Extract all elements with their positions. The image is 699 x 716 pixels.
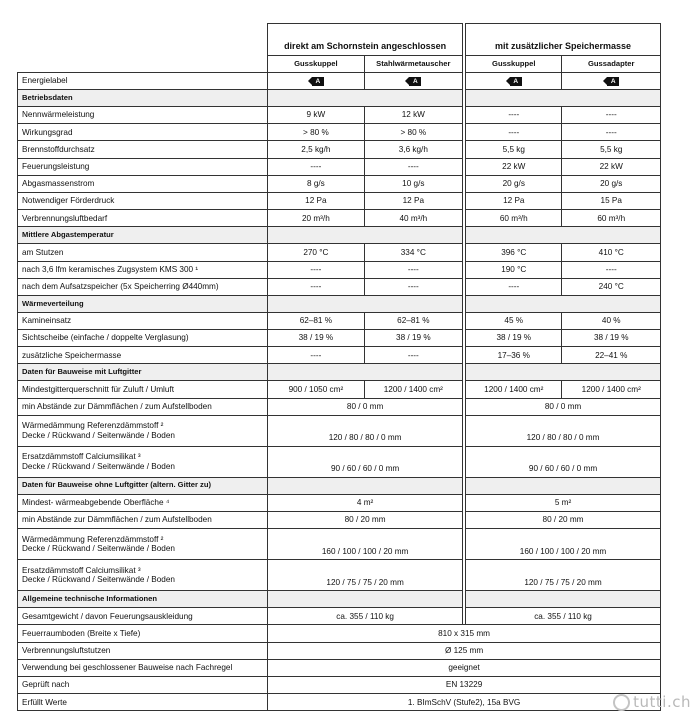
section-title: Daten für Bauweise mit Luftgitter [18, 364, 268, 381]
group-header-1: direkt am Schornstein angeschlossen [268, 24, 463, 56]
row-value: EN 13229 [268, 676, 661, 693]
row-value: ---- [364, 347, 462, 364]
section-title: Betriebsdaten [18, 90, 268, 107]
row-label: Brennstoffdurchsatz [18, 141, 268, 158]
row-value: 2,5 kg/h [268, 141, 364, 158]
section-fill [268, 227, 463, 244]
row-label-line: Ersatzdämmstoff Calciumsilikat ³ [22, 452, 141, 462]
row-label: Notwendiger Förderdruck [18, 192, 268, 209]
data-row-merged [18, 494, 661, 511]
row-value: 12 Pa [364, 192, 462, 209]
row-value: 20 m³/h [268, 210, 364, 227]
data-row [18, 192, 661, 209]
energy-badge-cell [466, 73, 562, 90]
row-value: ---- [466, 278, 562, 295]
section-header-allg [18, 591, 661, 608]
row-value: 190 °C [466, 261, 562, 278]
row-value: 20 g/s [466, 175, 562, 192]
watermark-text: tutti.ch [633, 693, 691, 711]
row-value: 120 / 80 / 80 / 0 mm [466, 415, 661, 446]
row-value: ---- [364, 278, 462, 295]
row-label-line: Ersatzdämmstoff Calciumsilikat ³ [22, 565, 141, 575]
data-row [18, 141, 661, 158]
row-value: 1200 / 1400 cm² [364, 381, 462, 398]
data-row [18, 312, 661, 329]
row-value: 38 / 19 % [268, 330, 364, 347]
row-label: Mindestgitterquerschnitt für Zuluft / Umluft [18, 381, 268, 398]
row-label-line: Decke / Rückwand / Seitenwände / Boden [22, 430, 175, 440]
row-value: 38 / 19 % [562, 330, 661, 347]
row-label: Feuerungsleistung [18, 158, 268, 175]
section-header-betrieb [18, 90, 661, 107]
section-fill [466, 90, 661, 107]
section-fill [268, 295, 463, 312]
column-header: Stahlwärmetauscher [364, 56, 462, 73]
energy-class-badge [506, 77, 522, 86]
energy-badge-cell [268, 73, 364, 90]
badge-letter: A [607, 77, 619, 86]
energy-class-badge [308, 77, 324, 86]
row-value: 80 / 20 mm [466, 512, 661, 529]
row-value: 40 m³/h [364, 210, 462, 227]
row-label: zusätzliche Speichermasse [18, 347, 268, 364]
row-value: 22 kW [466, 158, 562, 175]
row-value: 1200 / 1400 cm² [466, 381, 562, 398]
row-value: 90 / 60 / 60 / 0 mm [466, 446, 661, 477]
row-value: 60 m³/h [562, 210, 661, 227]
row-value: 396 °C [466, 244, 562, 261]
row-value: ---- [466, 124, 562, 141]
row-value: geeignet [268, 659, 661, 676]
row-label: Kamineinsatz [18, 312, 268, 329]
row-value: 20 g/s [562, 175, 661, 192]
spec-table [17, 23, 661, 711]
badge-letter: A [510, 77, 522, 86]
row-value: ---- [268, 347, 364, 364]
row-value: 160 / 100 / 100 / 20 mm [466, 529, 661, 560]
data-row-merged [18, 446, 661, 477]
section-header-waerme [18, 295, 661, 312]
section-fill [466, 364, 661, 381]
row-value: > 80 % [268, 124, 364, 141]
section-fill [466, 227, 661, 244]
section-fill [268, 591, 463, 608]
column-header: Gusskuppel [466, 56, 562, 73]
section-fill [268, 364, 463, 381]
row-value: 15 Pa [562, 192, 661, 209]
data-row [18, 244, 661, 261]
watermark [613, 693, 691, 711]
row-value: ---- [562, 124, 661, 141]
row-label: Gesamtgewicht / davon Feuerungsauskleidung [18, 608, 268, 625]
data-row-full [18, 642, 661, 659]
row-label: Verbrennungsluftstutzen [18, 642, 268, 659]
row-value: 45 % [466, 312, 562, 329]
row-value: 80 / 0 mm [268, 398, 463, 415]
row-value: 1. BImSchV (Stufe2), 15a BVG [268, 694, 661, 711]
data-row-merged [18, 415, 661, 446]
row-value: 22–41 % [562, 347, 661, 364]
row-label: nach 3,6 lfm keramisches Zugsystem KMS 300 ¹ [18, 261, 268, 278]
data-row [18, 175, 661, 192]
row-label-line: min Abstände zur Dämmflächen / zum Aufstellboden [22, 515, 212, 525]
row-value: 270 °C [268, 244, 364, 261]
column-header-row [18, 56, 661, 73]
column-header: Gussadapter [562, 56, 661, 73]
data-row-merged [18, 608, 661, 625]
header-spacer [18, 56, 268, 73]
row-value: ---- [562, 107, 661, 124]
watermark-logo-icon [613, 694, 630, 711]
data-row [18, 124, 661, 141]
data-row [18, 261, 661, 278]
data-row [18, 347, 661, 364]
row-label-line: Mindest- wärmeabgebende Oberfläche ⁴ [22, 498, 170, 508]
row-label-line: min Abstände zur Dämmflächen / zum Aufstellboden [22, 402, 212, 411]
energy-label-row [18, 73, 661, 90]
group-header-row [18, 24, 661, 56]
energy-badge-cell [562, 73, 661, 90]
row-value: 3,6 kg/h [364, 141, 462, 158]
row-value: 120 / 80 / 80 / 0 mm [268, 415, 463, 446]
row-value: 4 m² [268, 494, 463, 511]
row-value: ---- [562, 261, 661, 278]
row-label [18, 529, 268, 560]
row-label-line: Decke / Rückwand / Seitenwände / Boden [22, 461, 175, 471]
row-value: 1200 / 1400 cm² [562, 381, 661, 398]
row-value: 9 kW [268, 107, 364, 124]
row-label-line: Wärmedämmung Referenzdämmstoff ² [22, 421, 164, 431]
row-value: 410 °C [562, 244, 661, 261]
section-fill [268, 90, 463, 107]
row-label-line: Wärmedämmung Referenzdämmstoff ² [22, 534, 164, 544]
row-label [18, 415, 268, 446]
section-fill [268, 477, 463, 494]
row-label [18, 512, 268, 529]
row-value: ---- [364, 158, 462, 175]
row-label: Erfüllt Werte [18, 694, 268, 711]
row-value: 5,5 kg [466, 141, 562, 158]
row-value: 17–36 % [466, 347, 562, 364]
row-value: 120 / 75 / 75 / 20 mm [268, 560, 463, 591]
row-value: 334 °C [364, 244, 462, 261]
row-label: nach dem Aufsatzspeicher (5x Speicherring Ø440mm) [18, 278, 268, 295]
row-label: Feuerraumboden (Breite x Tiefe) [18, 625, 268, 642]
row-label [18, 398, 268, 415]
section-header-luftgitter [18, 364, 661, 381]
badge-letter: A [312, 77, 324, 86]
row-value: 62–81 % [268, 312, 364, 329]
header-spacer [18, 24, 268, 56]
row-value: 10 g/s [364, 175, 462, 192]
section-title: Mittlere Abgastemperatur [18, 227, 268, 244]
row-label: Verwendung bei geschlossener Bauweise nach Fachregel [18, 659, 268, 676]
data-row-full [18, 694, 661, 711]
row-label-line: Decke / Rückwand / Seitenwände / Boden [22, 544, 175, 554]
row-label: Sichtscheibe (einfache / doppelte Verglasung) [18, 330, 268, 347]
row-value: 240 °C [562, 278, 661, 295]
section-fill [466, 477, 661, 494]
row-label: am Stutzen [18, 244, 268, 261]
data-row-merged [18, 512, 661, 529]
row-value: 8 g/s [268, 175, 364, 192]
row-label [18, 446, 268, 477]
row-value: 160 / 100 / 100 / 20 mm [268, 529, 463, 560]
row-value: 900 / 1050 cm² [268, 381, 364, 398]
data-row-full [18, 659, 661, 676]
row-value: ---- [268, 158, 364, 175]
row-label: Geprüft nach [18, 676, 268, 693]
row-value: 38 / 19 % [364, 330, 462, 347]
row-label: Energielabel [18, 73, 268, 90]
row-label: Verbrennungsluftbedarf [18, 210, 268, 227]
row-value: 80 / 20 mm [268, 512, 463, 529]
row-value: 22 kW [562, 158, 661, 175]
column-header: Gusskuppel [268, 56, 364, 73]
row-value: 810 x 315 mm [268, 625, 661, 642]
data-row [18, 210, 661, 227]
data-row-merged [18, 560, 661, 591]
row-value: 12 Pa [268, 192, 364, 209]
data-row-full [18, 676, 661, 693]
row-value: ---- [364, 261, 462, 278]
row-value: 40 % [562, 312, 661, 329]
row-value: ---- [268, 278, 364, 295]
data-row [18, 381, 661, 398]
row-value: 90 / 60 / 60 / 0 mm [268, 446, 463, 477]
row-label: Nennwärmeleistung [18, 107, 268, 124]
section-title: Wärmeverteilung [18, 295, 268, 312]
section-title: Daten für Bauweise ohne Luftgitter (altern. Gitter zu) [18, 477, 268, 494]
data-row-full [18, 625, 661, 642]
data-row [18, 158, 661, 175]
section-header-ohne [18, 477, 661, 494]
row-value: Ø 125 mm [268, 642, 661, 659]
row-label [18, 494, 268, 511]
group-header-2: mit zusätzlicher Speichermasse [466, 24, 661, 56]
energy-badge-cell [364, 73, 462, 90]
badge-letter: A [409, 77, 421, 86]
data-row [18, 330, 661, 347]
section-fill [466, 295, 661, 312]
row-value: ca. 355 / 110 kg [466, 608, 661, 625]
data-row [18, 278, 661, 295]
row-value: ---- [466, 107, 562, 124]
row-value: 120 / 75 / 75 / 20 mm [466, 560, 661, 591]
section-title: Allgemeine technische Informationen [18, 591, 268, 608]
row-value: 5,5 kg [562, 141, 661, 158]
row-label: Wirkungsgrad [18, 124, 268, 141]
row-value: 5 m² [466, 494, 661, 511]
row-value: ---- [268, 261, 364, 278]
data-row-merged [18, 398, 661, 415]
data-row [18, 107, 661, 124]
energy-class-badge [603, 77, 619, 86]
row-label [18, 560, 268, 591]
row-value: 62–81 % [364, 312, 462, 329]
row-label-line: Decke / Rückwand / Seitenwände / Boden [22, 575, 175, 585]
section-fill [466, 591, 661, 608]
row-value: 12 kW [364, 107, 462, 124]
row-value: 80 / 0 mm [466, 398, 661, 415]
row-value: 38 / 19 % [466, 330, 562, 347]
energy-class-badge [405, 77, 421, 86]
section-header-abgas [18, 227, 661, 244]
row-label: Abgasmassenstrom [18, 175, 268, 192]
row-value: ca. 355 / 110 kg [268, 608, 463, 625]
row-value: > 80 % [364, 124, 462, 141]
data-row-merged [18, 529, 661, 560]
row-value: 12 Pa [466, 192, 562, 209]
row-value: 60 m³/h [466, 210, 562, 227]
